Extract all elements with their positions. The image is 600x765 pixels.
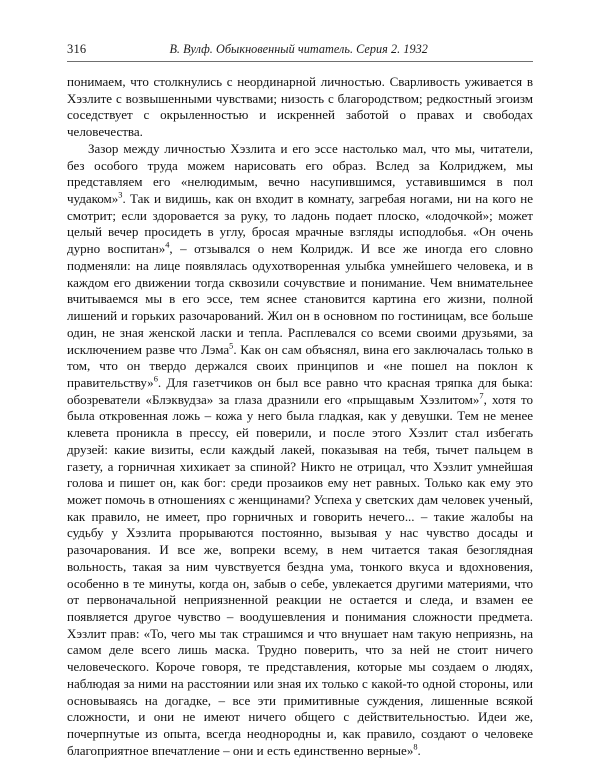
footnote-marker[interactable]: 8 — [413, 742, 418, 752]
footnote-marker[interactable]: 6 — [153, 374, 158, 384]
paragraph: понимаем, что столкнулись с неординарной личностью. Сварливость уживается в Хэзлите с возвышенными чувствами; низость с благородством; редкостный эгоизм соседствует с окрыленностью и искренней заботой о правах и свободах человечества. — [67, 74, 533, 140]
header-divider — [67, 61, 533, 62]
footnote-marker[interactable]: 7 — [479, 391, 484, 401]
page-number: 316 — [67, 42, 87, 56]
paragraph: Зазор между личностью Хэзлита и его эссе настолько мал, что мы, читатели, без особого труда можем нарисовать его образ. Вслед за Колриджем, мы представляем его «нелюдимым, вечно насупившимся, уставившимся в пол чудаком»$^3$. Так и видишь, как он входит в комнату, загребая ногами, ни на кого не смотрит; если здоровается за руку, то ладонь подает плоско, «лодочкой»; может целый вечер просидеть в углу, бросая мрачные взгляды исподлобья. «Он очень дурно воспитан»$^4$, – отзывался о нем Колридж. И все же иногда его словно подменяли: на лице появлялась одухотворенная улыбка умнейшего человека, и в каждом его движении тогда сквозили сочувствие и понимание. Чем внимательнее вчитываемся мы в его эссе, тем яснее становится картина его жизни, полной лишений и горьких разочарований. Жил он в основном по гостиницам, все больше один, не зная женской ласки и тепла. Расплевался со всеми своими друзьями, за исключением разве что Лэма$^5$. Как он сам объяснял, вина его заключалась только в том, что он твердо держался своих принципов и «не пошел на поклон к правительству»$^6$. Для газетчиков он был все равно что красная тряпка для быка: обозреватели «Блэквудза» за глаза дразнили его «прыщавым Хэзлитом»$^7$, хотя то была откровенная ложь – кожа у него была гладкая, как у девушки. Тем не менее клевета проникла в прессу, ей поверили, и после этого Хэзлит стал избегать друзей: какие визиты, если каждый лакей, показывая на тебя, тычет пальцем в газету, а горничная хихикает за спиной? Никто не отрицал, что Хэзлит умнейшая голова и пишет он, как бог: среди прозаиков ему нет равных. Только как ему это может помочь в отношениях с женщинами? Успеха у светских дам человек ученый, как правило, не имеет, про горничных и говорить нечего... – такие жалобы на судьбу у Хэзлита прорываются постоянно, вызывая у нас чувство досады и разочарования. И все же, вопреки всему, в нем читается такая безоглядная вольность, такая за ним чувствуется бездна ума, тонкого вкуса и вдохновения, особенно в те минуты, когда он, забыв о себе, увлекается другими материями, что от первоначальной неприязненной реакции не остается и следа, и взамен ее появляется другое чувство – воодушевления и понимания сложности предмета. Хэзлит прав: «То, чего мы так страшимся и что внушает нам такую неприязнь, на самом деле всего лишь маска. Трудно поверить, что за ней не стоит ничего человеческого. Короче говоря, те представления, которые мы создаем о людях, наблюдая за ними на расстоянии или зная их только с какой-то одной стороны, или основываясь на догадке, – все эти примитивные суждения, лишенные всякой сложности, и они не имеют ничего общего с действительностью. Идеи же, почерпнутые из опыта, всегда неоднородны и, как правило, создают о человеке благоприятное впечатление – они и есть единственно верные»$^8$. — [67, 140, 533, 758]
body-text — [67, 74, 533, 759]
running-head — [67, 42, 533, 58]
footnote-marker[interactable]: 3 — [118, 190, 123, 200]
footnote-marker[interactable]: 5 — [229, 341, 234, 351]
running-head-title: В. Вулф. Обыкновенный читатель. Серия 2. 1932 — [169, 42, 428, 56]
footnote-marker[interactable]: 4 — [165, 240, 170, 250]
